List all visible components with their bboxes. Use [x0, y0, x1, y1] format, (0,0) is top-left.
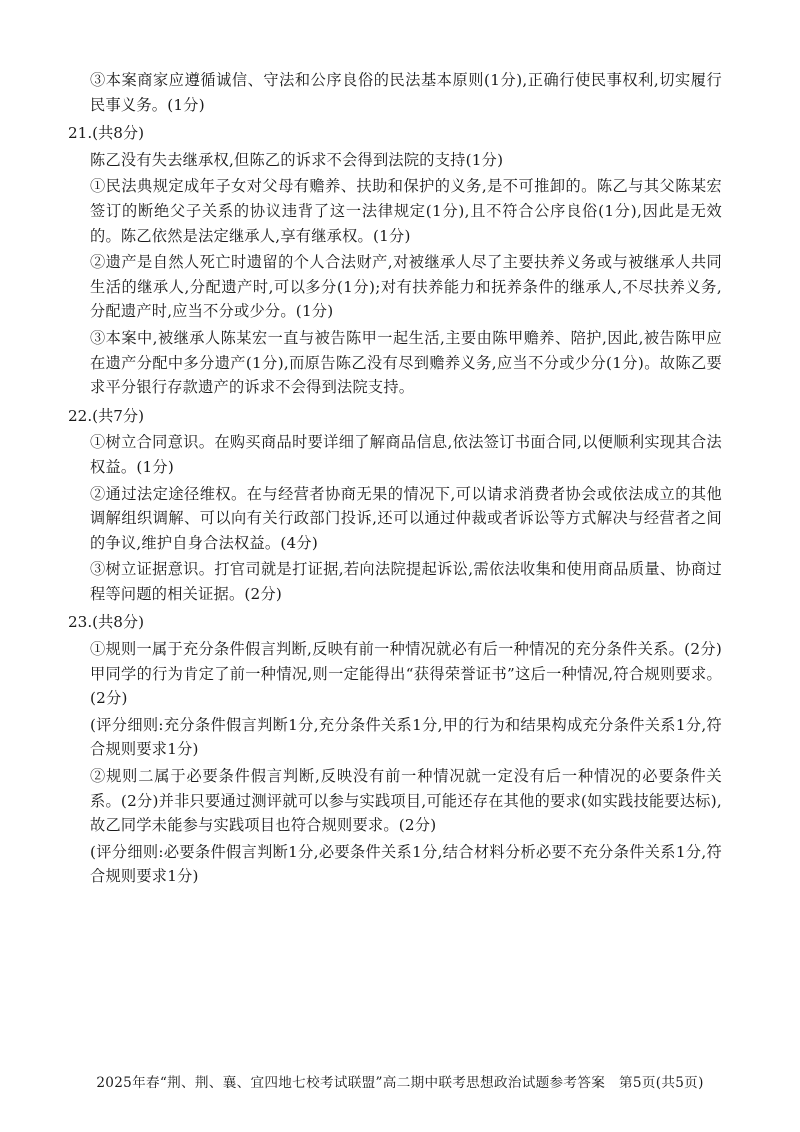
scoring-note: (评分细则:充分条件假言判断1分,充分条件关系1分,甲的行为和结果构成充分条件关系1分,符合规则要求1分) [90, 715, 722, 759]
question-heading-23: 23.(共8分) [68, 613, 145, 632]
question-heading-22: 22.(共7分) [68, 406, 145, 425]
paragraph: ①民法典规定成年子女对父母有赡养、扶助和保护的义务,是不可推卸的。陈乙与其父陈某宏签订的断绝父子关系的协议违背了这一法律规定(1分),且不符合公序良俗(1分),因此是无效的。陈乙依然是法定继承人,享有继承权。(1分) [90, 177, 722, 245]
paragraph: ①树立合同意识。在购买商品时要详细了解商品信息,依法签订书面合同,以便顺利实现其合法权益。(1分) [90, 433, 722, 476]
page-footer: 2025年春“荆、荆、襄、宜四地七校考试联盟”高二期中联考思想政治试题参考答案 第5页(共5页) [96, 1075, 704, 1091]
paragraph: ③本案中,被继承人陈某宏一直与被告陈甲一起生活,主要由陈甲赡养、陪护,因此,被告陈甲应在遗产分配中多分遗产(1分),而原告陈乙没有尽到赡养义务,应当不分或少分(1分)。故陈乙要求平分银行存款遗产的诉求不会得到法院支持。 [90, 328, 722, 397]
paragraph: ②遗产是自然人死亡时遗留的个人合法财产,对被继承人尽了主要扶养义务或与被继承人共同生活的继承人,分配遗产时,可以多分(1分);对有扶养能力和抚养条件的继承人,不尽扶养义务,分配遗产时,应当不分或少分。(1分) [90, 253, 722, 321]
paragraph: ③树立证据意识。打官司就是打证据,若向法院提起诉讼,需依法收集和使用商品质量、协商过程等问题的相关证据。(2分) [90, 560, 722, 603]
question-heading-21: 21.(共8分) [68, 124, 145, 143]
paragraph: ③本案商家应遵循诚信、守法和公序良俗的民法基本原则(1分),正确行使民事权利,切实履行民事义务。(1分) [90, 71, 722, 114]
paragraph: ①规则一属于充分条件假言判断,反映有前一种情况就必有后一种情况的充分条件关系。(2分)甲同学的行为肯定了前一种情况,则一定能得出“获得荣誉证书”这后一种情况,符合规则要求。(2分) [90, 640, 722, 708]
paragraph: 陈乙没有失去继承权,但陈乙的诉求不会得到法院的支持(1分) [90, 150, 504, 169]
scoring-note: (评分细则:必要条件假言判断1分,必要条件关系1分,结合材料分析必要不充分条件关系1分,符合规则要求1分) [90, 842, 722, 886]
answer-content [68, 68, 722, 891]
paragraph: ②规则二属于必要条件假言判断,反映没有前一种情况就一定没有后一种情况的必要条件关系。(2分)并非只要通过测评就可以参与实践项目,可能还存在其他的要求(如实践技能要达标),故乙同学未能参与实践项目也符合规则要求。(2分) [90, 767, 722, 835]
paragraph: ②通过法定途径维权。在与经营者协商无果的情况下,可以请求消费者协会或依法成立的其他调解组织调解、可以向有关行政部门投诉,还可以通过仲裁或者诉讼等方式解决与经营者之间的争议,维护自身合法权益。(4分) [90, 484, 722, 552]
